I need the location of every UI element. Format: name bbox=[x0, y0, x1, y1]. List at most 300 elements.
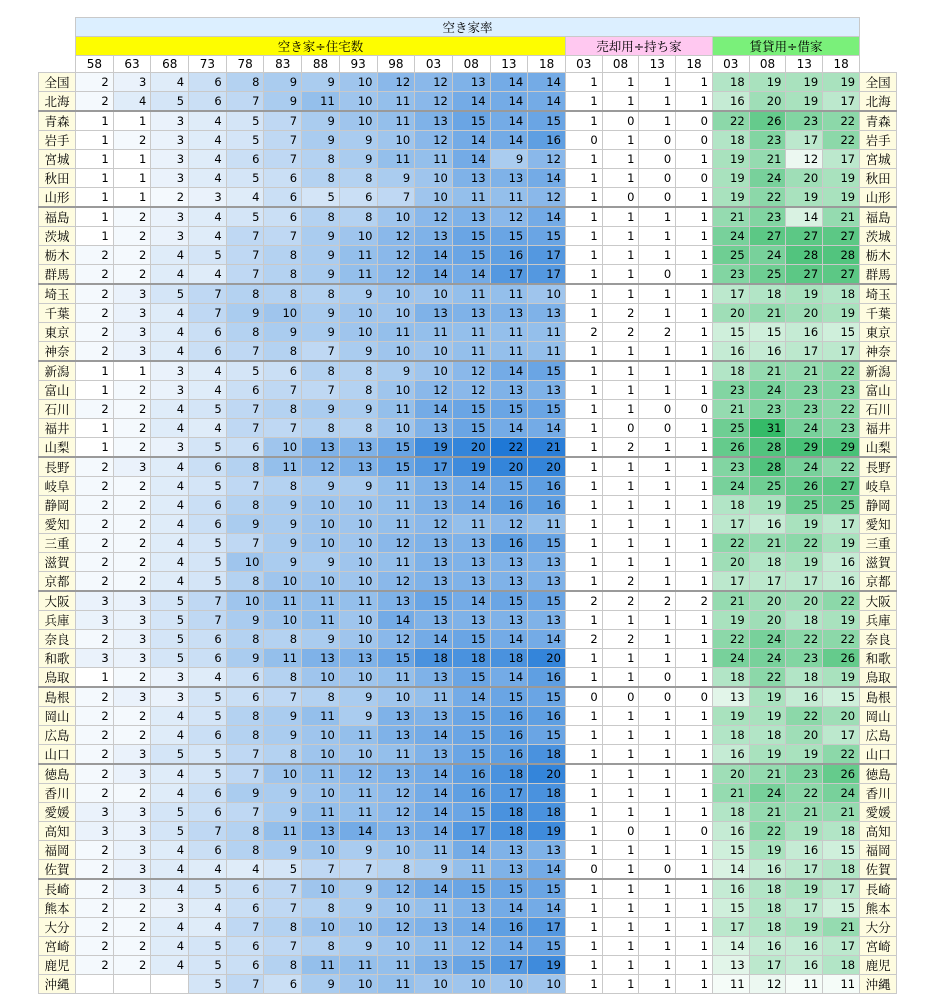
vacant-rate-cell: 5 bbox=[189, 764, 227, 784]
vacant-rate-cell: 5 bbox=[189, 572, 227, 592]
sale-rate-cell: 1 bbox=[602, 246, 639, 265]
vacant-rate-cell: 10 bbox=[339, 111, 377, 131]
rent-rate-cell: 19 bbox=[823, 304, 860, 323]
vacant-rate-cell: 10 bbox=[452, 975, 490, 994]
vacant-rate-cell: 9 bbox=[339, 879, 377, 899]
vacant-rate-cell: 9 bbox=[264, 534, 302, 553]
vacant-rate-cell: 9 bbox=[339, 841, 377, 860]
year-label-g0: 78 bbox=[226, 56, 264, 73]
vacant-rate-cell: 9 bbox=[226, 304, 264, 323]
rent-rate-cell: 21 bbox=[786, 803, 823, 822]
table-row bbox=[39, 131, 897, 150]
vacant-rate-cell: 13 bbox=[415, 707, 453, 726]
vacant-rate-cell: 2 bbox=[113, 246, 151, 265]
vacant-rate-cell: 7 bbox=[189, 591, 227, 611]
rent-rate-cell: 19 bbox=[823, 73, 860, 92]
table-row bbox=[39, 73, 897, 92]
vacant-rate-cell: 10 bbox=[264, 764, 302, 784]
vacant-rate-cell: 8 bbox=[226, 457, 264, 477]
table-row bbox=[39, 419, 897, 438]
vacant-rate-cell: 13 bbox=[528, 572, 566, 592]
vacant-rate-cell: 4 bbox=[151, 764, 189, 784]
vacant-rate-cell: 8 bbox=[302, 150, 340, 169]
sale-rate-cell: 1 bbox=[565, 707, 602, 726]
vacant-rate-cell: 5 bbox=[151, 649, 189, 668]
sale-rate-cell: 1 bbox=[676, 707, 713, 726]
prefecture-label-right: 大阪 bbox=[860, 591, 897, 611]
year-label-g0: 98 bbox=[377, 56, 415, 73]
sale-rate-cell: 1 bbox=[639, 899, 676, 918]
vacant-rate-cell: 14 bbox=[528, 73, 566, 92]
year-label-g0: 93 bbox=[339, 56, 377, 73]
prefecture-label-left: 岩手 bbox=[39, 131, 76, 150]
vacant-rate-cell: 14 bbox=[452, 477, 490, 496]
rent-rate-cell: 23 bbox=[786, 381, 823, 400]
vacant-rate-cell: 2 bbox=[113, 956, 151, 975]
vacant-rate-cell: 5 bbox=[189, 937, 227, 956]
rent-rate-cell: 19 bbox=[712, 188, 749, 208]
vacant-rate-cell: 2 bbox=[76, 841, 114, 860]
prefecture-label-right: 大分 bbox=[860, 918, 897, 937]
vacant-rate-cell: 10 bbox=[339, 323, 377, 342]
sale-rate-cell: 2 bbox=[639, 323, 676, 342]
rent-rate-cell: 17 bbox=[712, 572, 749, 592]
vacant-rate-cell: 3 bbox=[113, 73, 151, 92]
vacant-rate-cell: 7 bbox=[226, 92, 264, 112]
vacant-rate-cell: 8 bbox=[302, 687, 340, 707]
vacant-rate-cell: 5 bbox=[189, 975, 227, 994]
sale-rate-cell: 1 bbox=[602, 764, 639, 784]
table-row bbox=[39, 745, 897, 765]
sale-rate-cell: 1 bbox=[565, 822, 602, 841]
vacant-rate-cell: 9 bbox=[339, 707, 377, 726]
vacant-rate-cell: 14 bbox=[452, 918, 490, 937]
prefecture-label-right: 栃木 bbox=[860, 246, 897, 265]
vacant-rate-cell: 3 bbox=[113, 649, 151, 668]
sale-rate-cell: 1 bbox=[639, 707, 676, 726]
sale-rate-cell: 1 bbox=[676, 73, 713, 92]
vacant-rate-cell bbox=[76, 975, 114, 994]
sale-rate-cell: 0 bbox=[676, 131, 713, 150]
vacant-rate-cell: 12 bbox=[377, 784, 415, 803]
rent-rate-cell: 18 bbox=[749, 918, 786, 937]
vacant-rate-cell: 2 bbox=[113, 668, 151, 688]
prefecture-label-left: 山梨 bbox=[39, 438, 76, 458]
vacant-rate-cell: 8 bbox=[226, 630, 264, 649]
year-label-g0: 83 bbox=[264, 56, 302, 73]
vacant-rate-cell: 4 bbox=[189, 381, 227, 400]
rent-rate-cell: 23 bbox=[786, 649, 823, 668]
prefecture-label-right: 広島 bbox=[860, 726, 897, 745]
vacant-rate-cell: 15 bbox=[528, 879, 566, 899]
vacant-rate-cell: 10 bbox=[377, 841, 415, 860]
vacant-rate-cell: 3 bbox=[151, 111, 189, 131]
prefecture-label-left: 青森 bbox=[39, 111, 76, 131]
vacant-rate-cell: 13 bbox=[339, 649, 377, 668]
prefecture-label-right: 宮城 bbox=[860, 150, 897, 169]
rent-rate-cell: 21 bbox=[749, 304, 786, 323]
sale-rate-cell: 1 bbox=[639, 649, 676, 668]
prefecture-label-right: 埼玉 bbox=[860, 284, 897, 304]
vacant-rate-cell: 8 bbox=[264, 630, 302, 649]
sale-rate-cell: 1 bbox=[565, 419, 602, 438]
vacant-rate-cell: 10 bbox=[528, 975, 566, 994]
table-row bbox=[39, 496, 897, 515]
vacant-rate-cell: 6 bbox=[264, 207, 302, 227]
sale-rate-cell: 1 bbox=[602, 784, 639, 803]
vacant-rate-cell: 8 bbox=[226, 841, 264, 860]
prefecture-label-right: 福島 bbox=[860, 207, 897, 227]
sale-rate-cell: 1 bbox=[639, 803, 676, 822]
vacant-rate-cell: 20 bbox=[452, 438, 490, 458]
sale-rate-cell: 1 bbox=[602, 918, 639, 937]
vacant-rate-cell: 2 bbox=[113, 937, 151, 956]
sale-rate-cell: 1 bbox=[676, 92, 713, 112]
sale-rate-cell: 1 bbox=[602, 207, 639, 227]
vacant-rate-cell: 16 bbox=[490, 496, 528, 515]
vacant-rate-cell: 5 bbox=[189, 534, 227, 553]
vacant-rate-cell: 10 bbox=[302, 496, 340, 515]
sale-rate-cell: 1 bbox=[565, 227, 602, 246]
vacant-rate-cell: 6 bbox=[226, 956, 264, 975]
prefecture-label-left: 三重 bbox=[39, 534, 76, 553]
rent-rate-cell: 19 bbox=[712, 169, 749, 188]
vacant-rate-cell: 10 bbox=[377, 284, 415, 304]
sale-rate-cell: 1 bbox=[602, 457, 639, 477]
prefecture-label-right: 滋賀 bbox=[860, 553, 897, 572]
vacant-rate-cell: 14 bbox=[452, 150, 490, 169]
vacant-rate-cell: 1 bbox=[113, 150, 151, 169]
rent-rate-cell: 20 bbox=[712, 304, 749, 323]
vacant-rate-cell: 15 bbox=[452, 879, 490, 899]
vacant-rate-cell: 11 bbox=[377, 92, 415, 112]
vacant-rate-cell: 8 bbox=[226, 572, 264, 592]
vacant-rate-cell: 12 bbox=[415, 381, 453, 400]
rent-rate-cell: 15 bbox=[712, 841, 749, 860]
rent-rate-cell: 31 bbox=[749, 419, 786, 438]
table-row bbox=[39, 169, 897, 188]
vacant-rate-cell: 10 bbox=[415, 169, 453, 188]
prefecture-label-right: 鹿児 bbox=[860, 956, 897, 975]
vacant-rate-cell: 1 bbox=[76, 668, 114, 688]
vacant-rate-cell: 14 bbox=[490, 92, 528, 112]
rent-rate-cell: 19 bbox=[786, 515, 823, 534]
sale-rate-cell: 1 bbox=[676, 534, 713, 553]
vacant-rate-cell: 2 bbox=[76, 784, 114, 803]
prefecture-label-left: 秋田 bbox=[39, 169, 76, 188]
vacant-rate-cell: 5 bbox=[226, 361, 264, 381]
vacant-rate-cell: 13 bbox=[490, 841, 528, 860]
prefecture-label-left: 茨城 bbox=[39, 227, 76, 246]
vacant-rate-cell: 6 bbox=[189, 784, 227, 803]
prefecture-label-right: 石川 bbox=[860, 400, 897, 419]
vacant-rate-cell: 2 bbox=[76, 400, 114, 419]
vacant-rate-cell: 7 bbox=[226, 246, 264, 265]
rent-rate-cell: 13 bbox=[712, 687, 749, 707]
vacant-rate-cell: 16 bbox=[452, 784, 490, 803]
vacant-rate-cell: 11 bbox=[415, 687, 453, 707]
rent-rate-cell: 20 bbox=[749, 611, 786, 630]
vacant-rate-cell: 15 bbox=[528, 361, 566, 381]
vacant-rate-cell: 3 bbox=[113, 611, 151, 630]
prefecture-label-right: 徳島 bbox=[860, 764, 897, 784]
vacant-rate-cell: 14 bbox=[490, 630, 528, 649]
table-row bbox=[39, 323, 897, 342]
vacant-rate-cell: 15 bbox=[490, 879, 528, 899]
sale-rate-cell: 1 bbox=[565, 342, 602, 362]
prefecture-label-left: 宮城 bbox=[39, 150, 76, 169]
vacant-rate-cell: 1 bbox=[76, 131, 114, 150]
vacant-rate-cell: 13 bbox=[415, 534, 453, 553]
vacant-rate-cell: 7 bbox=[226, 803, 264, 822]
vacant-rate-cell: 3 bbox=[151, 361, 189, 381]
vacant-rate-cell: 6 bbox=[226, 150, 264, 169]
sale-rate-cell: 0 bbox=[639, 419, 676, 438]
year-label-g0: 08 bbox=[452, 56, 490, 73]
vacant-rate-cell: 15 bbox=[528, 534, 566, 553]
vacant-rate-cell: 18 bbox=[528, 803, 566, 822]
sale-rate-cell: 1 bbox=[565, 668, 602, 688]
sale-rate-cell: 1 bbox=[676, 668, 713, 688]
prefecture-label-right: 奈良 bbox=[860, 630, 897, 649]
vacant-rate-cell: 6 bbox=[339, 188, 377, 208]
rent-rate-cell: 29 bbox=[786, 438, 823, 458]
table-row bbox=[39, 477, 897, 496]
vacant-rate-cell: 4 bbox=[189, 361, 227, 381]
vacant-rate-cell: 13 bbox=[415, 553, 453, 572]
vacant-rate-cell: 20 bbox=[528, 649, 566, 668]
vacant-rate-cell: 2 bbox=[113, 496, 151, 515]
rent-rate-cell: 15 bbox=[823, 899, 860, 918]
sale-rate-cell: 1 bbox=[639, 975, 676, 994]
rent-rate-cell: 23 bbox=[712, 265, 749, 285]
sale-rate-cell: 1 bbox=[676, 457, 713, 477]
rent-rate-cell: 17 bbox=[823, 726, 860, 745]
rent-rate-cell: 22 bbox=[786, 707, 823, 726]
vacant-rate-cell: 8 bbox=[226, 496, 264, 515]
prefecture-label-left: 京都 bbox=[39, 572, 76, 592]
vacant-rate-cell: 14 bbox=[490, 937, 528, 956]
rent-rate-cell: 11 bbox=[712, 975, 749, 994]
vacant-rate-cell: 3 bbox=[113, 457, 151, 477]
vacant-rate-cell: 9 bbox=[264, 726, 302, 745]
prefecture-label-right: 香川 bbox=[860, 784, 897, 803]
vacant-rate-cell: 14 bbox=[452, 841, 490, 860]
vacant-rate-cell: 10 bbox=[339, 611, 377, 630]
vacant-rate-cell: 16 bbox=[490, 246, 528, 265]
vacant-rate-cell: 4 bbox=[151, 707, 189, 726]
rent-rate-cell: 16 bbox=[823, 572, 860, 592]
prefecture-label-left: 神奈 bbox=[39, 342, 76, 362]
vacant-rate-cell: 17 bbox=[490, 956, 528, 975]
sale-rate-cell: 1 bbox=[602, 956, 639, 975]
vacant-rate-cell: 3 bbox=[113, 342, 151, 362]
vacant-rate-cell: 17 bbox=[528, 265, 566, 285]
rent-rate-cell: 21 bbox=[823, 803, 860, 822]
vacant-rate-cell: 10 bbox=[264, 572, 302, 592]
prefecture-label-left: 長野 bbox=[39, 457, 76, 477]
rent-rate-cell: 22 bbox=[786, 630, 823, 649]
vacant-rate-cell: 13 bbox=[452, 304, 490, 323]
vacant-rate-cell: 2 bbox=[113, 572, 151, 592]
rent-rate-cell: 17 bbox=[712, 515, 749, 534]
rent-rate-cell: 19 bbox=[786, 918, 823, 937]
sale-rate-cell: 1 bbox=[565, 400, 602, 419]
rent-rate-cell: 19 bbox=[712, 611, 749, 630]
vacant-rate-cell: 7 bbox=[226, 918, 264, 937]
rent-rate-cell: 16 bbox=[823, 553, 860, 572]
sale-rate-cell: 1 bbox=[676, 937, 713, 956]
vacant-rate-cell: 15 bbox=[452, 419, 490, 438]
vacant-rate-cell: 8 bbox=[302, 207, 340, 227]
vacant-rate-cell: 8 bbox=[264, 284, 302, 304]
vacant-rate-cell: 9 bbox=[490, 150, 528, 169]
vacant-rate-cell: 10 bbox=[302, 726, 340, 745]
vacant-rate-cell: 8 bbox=[302, 361, 340, 381]
sale-rate-cell: 1 bbox=[639, 457, 676, 477]
vacant-rate-cell: 20 bbox=[490, 457, 528, 477]
vacant-rate-cell: 15 bbox=[452, 630, 490, 649]
vacant-rate-cell: 9 bbox=[264, 515, 302, 534]
vacant-rate-cell: 4 bbox=[151, 553, 189, 572]
vacant-rate-cell: 16 bbox=[528, 496, 566, 515]
prefecture-label-left: 愛知 bbox=[39, 515, 76, 534]
vacant-rate-cell: 9 bbox=[226, 649, 264, 668]
vacant-rate-cell: 5 bbox=[151, 745, 189, 765]
group-header-sale: 売却用÷持ち家 bbox=[565, 37, 712, 56]
year-label-g0: 63 bbox=[113, 56, 151, 73]
vacant-rate-cell: 4 bbox=[226, 188, 264, 208]
vacant-rate-cell: 7 bbox=[226, 764, 264, 784]
vacant-rate-cell: 16 bbox=[490, 707, 528, 726]
vacant-rate-cell: 19 bbox=[452, 457, 490, 477]
sale-rate-cell: 1 bbox=[639, 284, 676, 304]
vacant-rate-cell: 13 bbox=[415, 477, 453, 496]
table-row bbox=[39, 803, 897, 822]
sale-rate-cell: 1 bbox=[639, 745, 676, 765]
vacant-rate-cell: 18 bbox=[490, 803, 528, 822]
sale-rate-cell: 1 bbox=[639, 879, 676, 899]
sale-rate-cell: 1 bbox=[602, 265, 639, 285]
vacant-rate-cell: 4 bbox=[113, 92, 151, 112]
prefecture-label-right: 青森 bbox=[860, 111, 897, 131]
vacant-rate-cell: 2 bbox=[113, 534, 151, 553]
table-row bbox=[39, 207, 897, 227]
rent-rate-cell: 23 bbox=[786, 111, 823, 131]
rent-rate-cell: 21 bbox=[749, 764, 786, 784]
vacant-rate-cell: 14 bbox=[528, 860, 566, 880]
sale-rate-cell: 1 bbox=[676, 803, 713, 822]
vacant-rate-cell: 1 bbox=[76, 207, 114, 227]
sale-rate-cell: 1 bbox=[602, 131, 639, 150]
vacant-rate-cell: 3 bbox=[113, 879, 151, 899]
vacant-rate-cell: 10 bbox=[302, 515, 340, 534]
sale-rate-cell: 0 bbox=[676, 400, 713, 419]
vacant-rate-cell: 15 bbox=[490, 477, 528, 496]
prefecture-label-right: 茨城 bbox=[860, 227, 897, 246]
rent-rate-cell: 25 bbox=[786, 496, 823, 515]
sale-rate-cell: 1 bbox=[602, 400, 639, 419]
rent-rate-cell: 28 bbox=[786, 246, 823, 265]
vacant-rate-cell: 4 bbox=[189, 169, 227, 188]
vacant-rate-cell: 9 bbox=[377, 361, 415, 381]
vacant-rate-cell: 5 bbox=[226, 111, 264, 131]
sale-rate-cell: 1 bbox=[565, 515, 602, 534]
year-label-g0: 73 bbox=[189, 56, 227, 73]
rent-rate-cell: 19 bbox=[823, 668, 860, 688]
vacant-rate-cell: 4 bbox=[151, 956, 189, 975]
vacant-rate-cell: 9 bbox=[264, 784, 302, 803]
vacant-rate-cell: 5 bbox=[226, 169, 264, 188]
sale-rate-cell: 1 bbox=[565, 784, 602, 803]
vacant-rate-cell: 4 bbox=[151, 726, 189, 745]
rent-rate-cell: 14 bbox=[786, 207, 823, 227]
vacant-rate-cell: 2 bbox=[76, 246, 114, 265]
vacant-rate-cell: 5 bbox=[189, 745, 227, 765]
vacant-rate-cell: 12 bbox=[528, 150, 566, 169]
rent-rate-cell: 20 bbox=[749, 591, 786, 611]
vacant-rate-cell: 9 bbox=[339, 400, 377, 419]
sale-rate-cell: 1 bbox=[602, 92, 639, 112]
vacant-rate-cell: 10 bbox=[528, 284, 566, 304]
vacant-rate-cell: 13 bbox=[452, 611, 490, 630]
vacant-rate-cell: 15 bbox=[377, 649, 415, 668]
prefecture-label-right: 福岡 bbox=[860, 841, 897, 860]
vacant-rate-cell: 10 bbox=[226, 591, 264, 611]
prefecture-label-left: 東京 bbox=[39, 323, 76, 342]
vacant-rate-cell: 14 bbox=[415, 400, 453, 419]
vacant-rate-cell: 4 bbox=[151, 73, 189, 92]
vacant-rate-cell: 9 bbox=[264, 496, 302, 515]
vacant-rate-cell: 6 bbox=[264, 361, 302, 381]
sale-rate-cell: 1 bbox=[639, 381, 676, 400]
vacant-rate-cell: 10 bbox=[415, 975, 453, 994]
vacant-rate-cell: 10 bbox=[339, 515, 377, 534]
sale-rate-cell: 1 bbox=[565, 169, 602, 188]
vacant-rate-cell: 15 bbox=[528, 111, 566, 131]
rent-rate-cell: 21 bbox=[749, 150, 786, 169]
sale-rate-cell: 0 bbox=[639, 169, 676, 188]
vacant-rate-cell: 3 bbox=[113, 822, 151, 841]
sale-rate-cell: 1 bbox=[676, 246, 713, 265]
year-label-g0: 58 bbox=[76, 56, 114, 73]
rent-rate-cell: 18 bbox=[823, 822, 860, 841]
year-label-g2: 13 bbox=[786, 56, 823, 73]
rent-rate-cell: 21 bbox=[786, 361, 823, 381]
vacant-rate-cell: 16 bbox=[528, 707, 566, 726]
vacant-rate-cell: 11 bbox=[415, 841, 453, 860]
rent-rate-cell: 22 bbox=[749, 668, 786, 688]
rent-rate-cell: 22 bbox=[749, 822, 786, 841]
prefecture-label-left: 岐阜 bbox=[39, 477, 76, 496]
vacant-rate-cell: 10 bbox=[339, 92, 377, 112]
vacant-rate-cell: 3 bbox=[151, 169, 189, 188]
year-label-g1: 08 bbox=[602, 56, 639, 73]
vacant-rate-cell: 4 bbox=[226, 860, 264, 880]
prefecture-label-right: 群馬 bbox=[860, 265, 897, 285]
vacant-rate-cell: 12 bbox=[490, 515, 528, 534]
vacant-rate-cell: 4 bbox=[189, 419, 227, 438]
vacant-rate-cell: 14 bbox=[528, 419, 566, 438]
vacant-rate-cell: 18 bbox=[490, 822, 528, 841]
vacant-rate-cell: 2 bbox=[76, 342, 114, 362]
vacant-rate-cell: 8 bbox=[264, 745, 302, 765]
prefecture-label-left: 静岡 bbox=[39, 496, 76, 515]
vacant-rate-cell: 2 bbox=[76, 477, 114, 496]
sale-rate-cell: 1 bbox=[676, 572, 713, 592]
vacant-rate-cell: 8 bbox=[339, 169, 377, 188]
sale-rate-cell: 1 bbox=[676, 764, 713, 784]
